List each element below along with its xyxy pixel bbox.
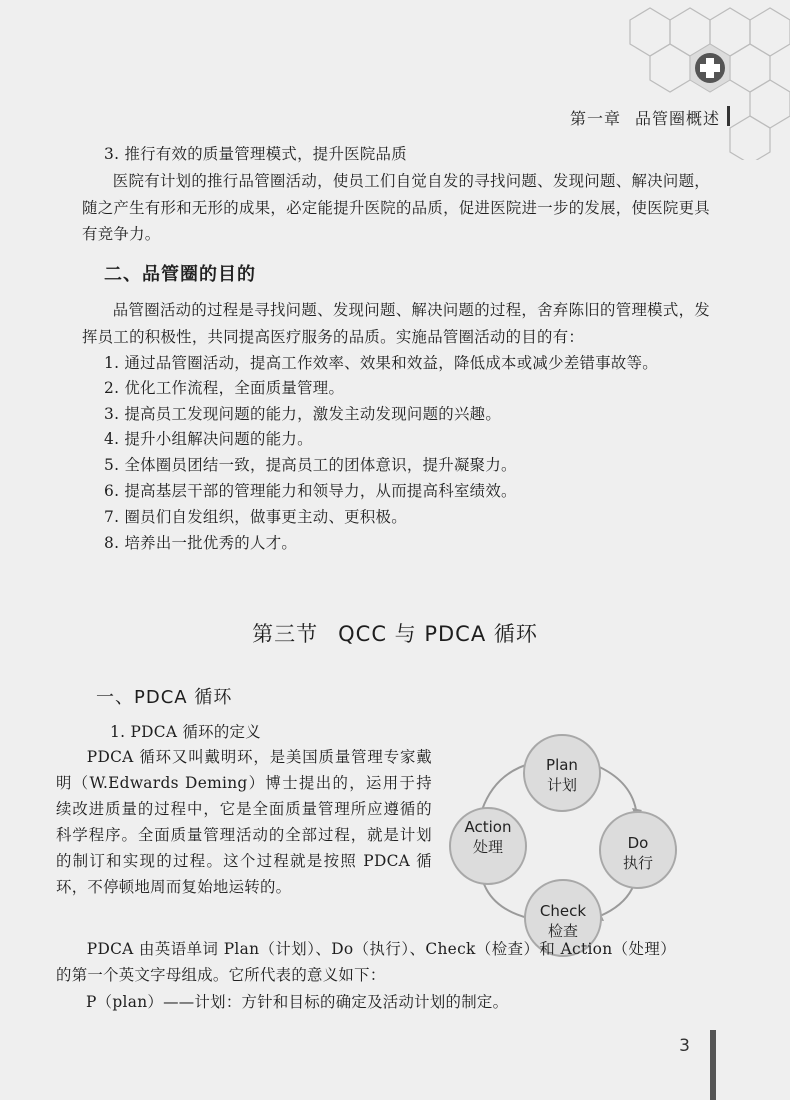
- check-label-zh: 检查: [547, 922, 579, 940]
- definition-heading: 1. PDCA 循环的定义: [110, 723, 261, 741]
- check-label-en: Check: [539, 902, 587, 920]
- section-label: 第三节: [252, 622, 319, 646]
- sub-heading: 一、PDCA 循环: [96, 687, 233, 708]
- plan-label-en: Plan: [546, 756, 578, 774]
- plan-label-zh: 计划: [546, 776, 578, 794]
- list-item: 8. 培养出一批优秀的人才。: [104, 534, 298, 552]
- page-number: 3: [679, 1036, 690, 1056]
- hexagon-medical-cross-icon: [590, 0, 790, 160]
- chapter-number: 第一章: [569, 109, 621, 128]
- page-edge-bar: [710, 1030, 716, 1100]
- list-item: 2. 优化工作流程，全面质量管理。: [104, 379, 345, 397]
- chapter-divider: [727, 106, 730, 126]
- action-label-zh: 处理: [472, 838, 504, 856]
- paragraph: 医院有计划的推行品管圈活动，使员工们自觉自发的寻找问题、发现问题、解决问题，随之产生有形和无形的成果，必定能提升医院的品质，促进医院进一步的发展，使医院更具有竞争力。: [82, 172, 710, 243]
- chapter-title: 品管圈概述: [634, 109, 720, 128]
- paragraph: PDCA 由英语单词 Plan（计划）、Do（执行）、Check（检查）和 Action（处理）的第一个英文字母组成。它所代表的意义如下：: [56, 940, 676, 984]
- action-label-en: Action: [464, 818, 512, 836]
- chapter-header: [570, 106, 720, 129]
- list-item: 5. 全体圈员团结一致，提高员工的团体意识，提升凝聚力。: [104, 456, 517, 474]
- paragraph: 品管圈活动的过程是寻找问题、发现问题、解决问题的过程，舍弃陈旧的管理模式，发挥员工的积极性，共同提高医疗服务的品质。实施品管圈活动的目的有：: [82, 301, 710, 346]
- list-item: 1. 通过品管圈活动，提高工作效率、效果和效益，降低成本或减少差错事故等。: [104, 354, 658, 372]
- list-item: 3. 推行有效的质量管理模式，提升医院品质: [104, 145, 407, 163]
- paragraph: PDCA 循环又叫戴明环，是美国质量管理专家戴明（W.Edwards Deming）博士提出的，运用于持续改进质量的过程中，它是全面质量管理所应遵循的科学程序。全面质量管理活动的全部过程，就是计划的制订和实现的过程。这个过程就是按照 PDCA 循环，不停顿地周而复始地运转的。: [56, 748, 432, 896]
- section-heading: 二、品管圈的目的: [104, 264, 256, 285]
- list-item: 7. 圈员们自发组织，做事更主动、更积极。: [104, 508, 407, 526]
- list-item: 4. 提升小组解决问题的能力。: [104, 430, 313, 448]
- paragraph-line: P（plan）——计划：方针和目标的确定及活动计划的制定。: [86, 993, 509, 1011]
- list-item: 6. 提高基层干部的管理能力和领导力，从而提高科室绩效。: [104, 482, 517, 500]
- pdca-cycle-diagram: [440, 728, 700, 958]
- section-title: [0, 618, 790, 648]
- section-name: QCC 与 PDCA 循环: [338, 622, 538, 646]
- do-label-zh: 执行: [622, 854, 654, 872]
- list-item: 3. 提高员工发现问题的能力，激发主动发现问题的兴趣。: [104, 405, 502, 423]
- do-label-en: Do: [627, 834, 649, 852]
